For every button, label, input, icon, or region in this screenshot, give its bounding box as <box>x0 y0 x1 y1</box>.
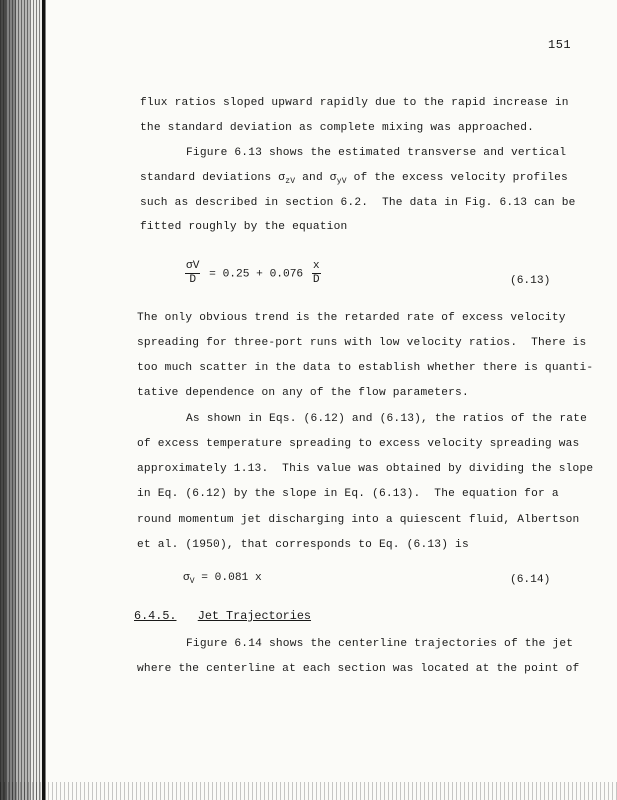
sigma-y-symbol: σ <box>329 172 337 184</box>
sigma-v-subscript: V <box>189 577 195 587</box>
paragraph-2-line-1: Figure 6.13 shows the estimated transverse and vertical <box>186 147 567 159</box>
paragraph-5-line-1: Figure 6.14 shows the centerline trajectories of the jet <box>186 638 574 650</box>
equation-number-6-14: (6.14) <box>510 574 551 586</box>
equation-6-14 <box>183 572 262 586</box>
paragraph-4-line-3: approximately 1.13. This value was obtained by dividing the slope <box>137 463 594 475</box>
paragraph-1-line-2: the standard deviation as complete mixing was approached. <box>140 122 535 134</box>
equation-rhs: = 0.081 x <box>194 572 262 584</box>
scan-edge-line <box>42 0 45 800</box>
paragraph-4-line-5: round momentum jet discharging into a quiescent fluid, Albertson <box>137 514 580 526</box>
equation-middle: = 0.25 + 0.076 <box>209 268 304 281</box>
section-number: 6.4.5. <box>134 609 177 623</box>
paragraph-3-line-1: The only obvious trend is the retarded rate of excess velocity <box>137 312 566 324</box>
sigma-z-symbol: σ <box>278 172 286 184</box>
sigma-y-subscript: yV <box>336 177 347 187</box>
fraction-denominator: D <box>312 274 320 286</box>
paragraph-3-line-2: spreading for three-port runs with low velocity ratios. There is <box>137 337 587 349</box>
fraction-denominator: D <box>189 274 197 286</box>
section-title: Jet Trajectories <box>197 609 312 623</box>
paragraph-5-line-2: where the centerline at each section was located at the point of <box>137 663 580 675</box>
paragraph-4-line-4: in Eq. (6.12) by the slope in Eq. (6.13). The equation for a <box>137 488 559 500</box>
scan-shadow-left <box>0 0 46 800</box>
paragraph-4-line-6: et al. (1950), that corresponds to Eq. (6.13) is <box>137 539 469 551</box>
fraction-numerator: x <box>312 260 320 272</box>
sigma-z-subscript: zV <box>285 177 296 187</box>
paragraph-2-line-4: fitted roughly by the equation <box>140 221 348 233</box>
paragraph-3-line-4: tative dependence on any of the flow parameters. <box>137 387 469 399</box>
text-run: standard deviations <box>140 172 279 184</box>
paragraph-3-line-3: too much scatter in the data to establish whether there is quanti- <box>137 362 594 374</box>
page-number: 151 <box>548 38 572 52</box>
paragraph-4-line-1: As shown in Eqs. (6.12) and (6.13), the ratios of the rate <box>186 413 587 425</box>
paragraph-2-line-2 <box>140 172 568 186</box>
scan-shadow-bottom <box>0 782 617 800</box>
equation-number-6-13: (6.13) <box>510 275 551 287</box>
paragraph-1-line-1: flux ratios sloped upward rapidly due to the rapid increase in <box>140 97 569 109</box>
equation-6-13 <box>183 260 323 287</box>
fraction-rhs <box>312 260 321 287</box>
text-run: and <box>295 172 330 184</box>
fraction-numerator: σV <box>186 260 200 272</box>
fraction-lhs <box>185 260 200 287</box>
text-run: of the excess velocity profiles <box>346 172 568 184</box>
paragraph-2-line-3: such as described in section 6.2. The data in Fig. 6.13 can be <box>140 197 576 209</box>
paragraph-4-line-2: of excess temperature spreading to excess velocity spreading was <box>137 438 580 450</box>
section-heading <box>134 609 311 623</box>
sigma-v-symbol: σ <box>183 572 190 584</box>
